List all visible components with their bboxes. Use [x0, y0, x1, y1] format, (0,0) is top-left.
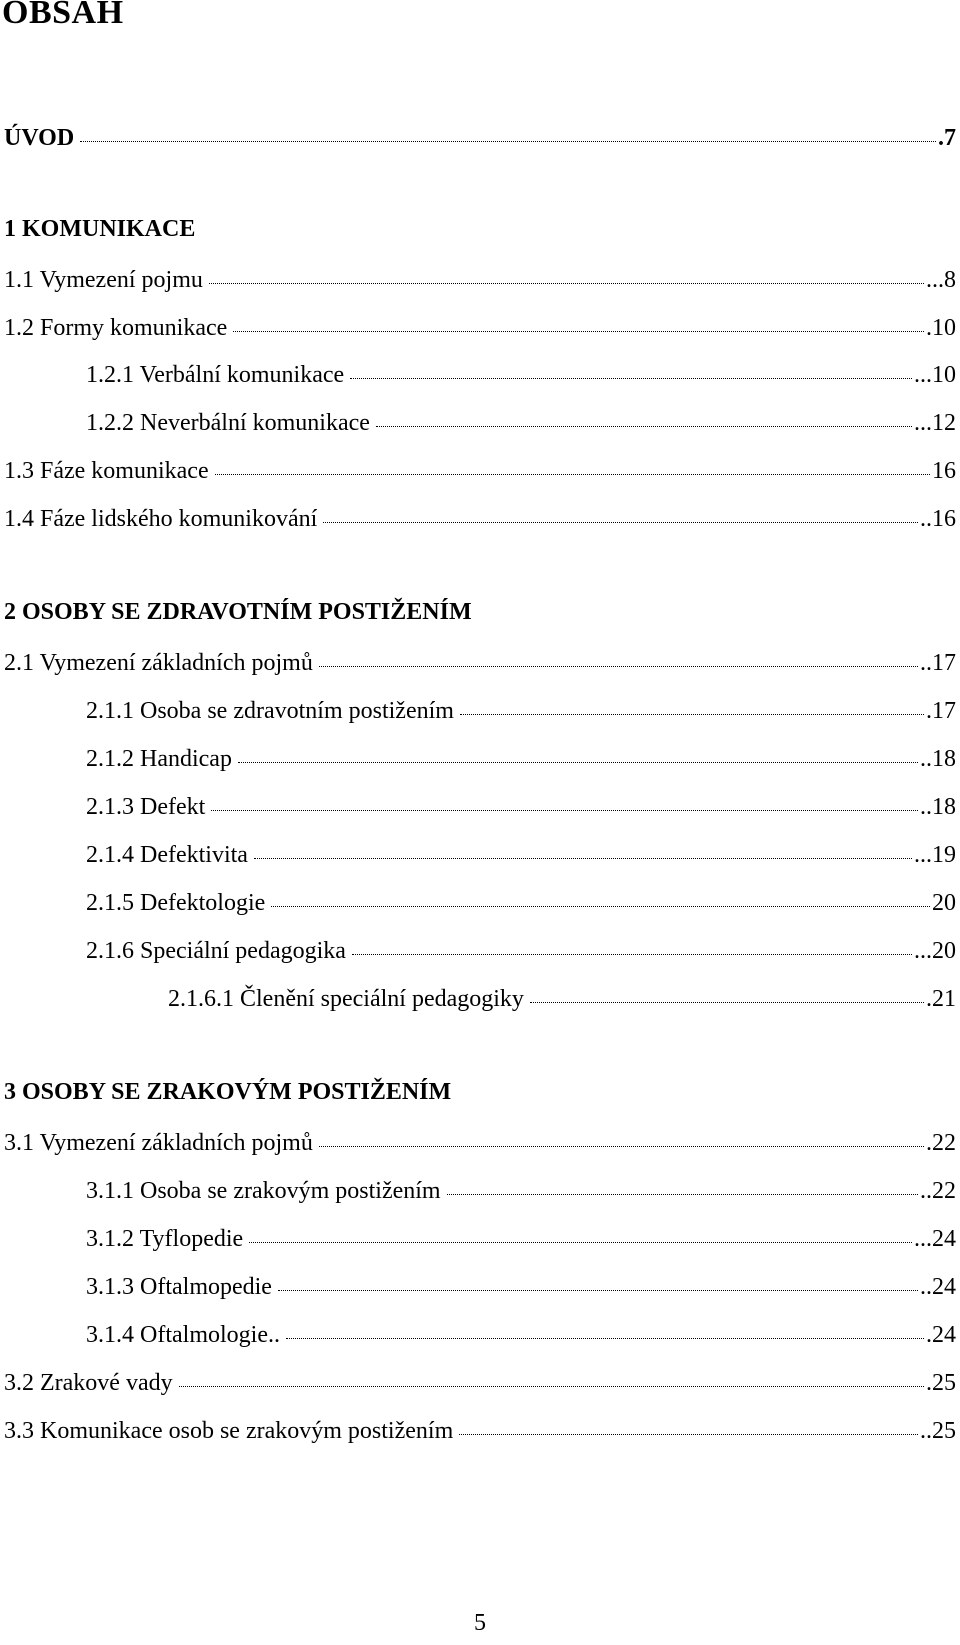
dot-leader: [233, 313, 924, 335]
toc-entry-label: 1.2 Formy komunikace: [4, 315, 228, 341]
toc-entry-1-2: [4, 313, 956, 343]
toc-entry-2-1: [4, 648, 956, 678]
toc-entry-page: .24: [926, 1322, 956, 1348]
dot-leader: [249, 1224, 912, 1246]
toc-entry-label: 2.1.4 Defektivita: [86, 842, 248, 868]
toc-entry-page: .21: [926, 986, 956, 1012]
dot-leader: [215, 456, 930, 478]
dot-leader: [460, 696, 924, 718]
toc-entry-2-1-2: [86, 744, 956, 774]
chapter-heading-2: 2 OSOBY SE ZDRAVOTNÍM POSTIŽENÍM: [4, 599, 472, 625]
toc-entry-page: ...12: [914, 410, 956, 436]
toc-entry-label: 2.1.6.1 Členění speciální pedagogiky: [168, 986, 524, 1012]
toc-entry-page: ...19: [914, 842, 956, 868]
toc-entry-label: 3.3 Komunikace osob se zrakovým postižením: [4, 1418, 454, 1444]
toc-entry-3-1-1: [86, 1176, 956, 1206]
page-title: OBSAH: [2, 0, 124, 31]
toc-entry-1-1: [4, 265, 956, 295]
toc-entry-page: .7: [938, 125, 956, 151]
dot-leader: [319, 648, 918, 670]
dot-leader: [179, 1368, 924, 1390]
toc-entry-page: ...10: [914, 362, 956, 388]
toc-entry-2-1-1: [86, 696, 956, 726]
toc-entry-label: 3.2 Zrakové vady: [4, 1370, 173, 1396]
toc-entry-2-1-3: [86, 792, 956, 822]
toc-entry-uvod: [4, 123, 956, 153]
toc-entry-3-1-3: [86, 1272, 956, 1302]
toc-entry-3-3: [4, 1416, 956, 1446]
dot-leader: [530, 984, 924, 1006]
toc-entry-2-1-6: [86, 936, 956, 966]
dot-leader: [254, 840, 912, 862]
toc-entry-2-1-6-1: [168, 984, 956, 1014]
toc-entry-1-4: [4, 504, 956, 534]
dot-leader: [211, 792, 918, 814]
toc-entry-label: ÚVOD: [4, 125, 75, 151]
dot-leader: [323, 504, 918, 526]
toc-entry-page: ..24: [920, 1274, 956, 1300]
dot-leader: [238, 744, 918, 766]
toc-entry-page: .17: [926, 698, 956, 724]
dot-leader: [447, 1176, 918, 1198]
toc-entry-page: 20: [932, 890, 956, 916]
toc-entry-label: 3.1.4 Oftalmologie..: [86, 1322, 280, 1348]
toc-entry-label: 2.1.2 Handicap: [86, 746, 232, 772]
toc-entry-page: ..16: [920, 506, 956, 532]
toc-entry-label: 3.1 Vymezení základních pojmů: [4, 1130, 313, 1156]
toc-entry-2-1-5: [86, 888, 956, 918]
toc-entry-3-1-2: [86, 1224, 956, 1254]
dot-leader: [209, 265, 924, 287]
toc-entry-page: .25: [926, 1370, 956, 1396]
toc-entry-label: 2.1.3 Defekt: [86, 794, 206, 820]
toc-entry-label: 1.2.2 Neverbální komunikace: [86, 410, 370, 436]
toc-entry-label: 1.1 Vymezení pojmu: [4, 267, 203, 293]
dot-leader: [319, 1128, 924, 1150]
toc-entry-label: 1.4 Fáze lidského komunikování: [4, 506, 318, 532]
dot-leader: [459, 1416, 918, 1438]
toc-entry-page: ...8: [926, 267, 956, 293]
dot-leader: [80, 123, 936, 145]
toc-entry-page: ..17: [920, 650, 956, 676]
toc-entry-1-3: [4, 456, 956, 486]
toc-entry-label: 2.1.1 Osoba se zdravotním postižením: [86, 698, 454, 724]
toc-entry-label: 2.1 Vymezení základních pojmů: [4, 650, 313, 676]
toc-entry-page: ..18: [920, 746, 956, 772]
toc-entry-label: 2.1.5 Defektologie: [86, 890, 266, 916]
toc-entry-label: 3.1.1 Osoba se zrakovým postižením: [86, 1178, 441, 1204]
dot-leader: [286, 1320, 924, 1342]
toc-entry-label: 1.3 Fáze komunikace: [4, 458, 209, 484]
dot-leader: [278, 1272, 918, 1294]
toc-entry-label: 1.2.1 Verbální komunikace: [86, 362, 345, 388]
toc-entry-page: ...20: [914, 938, 956, 964]
toc-entry-page: ..18: [920, 794, 956, 820]
toc-entry-3-2: [4, 1368, 956, 1398]
toc-entry-3-1-4: [86, 1320, 956, 1350]
dot-leader: [352, 936, 912, 958]
toc-entry-1-2-1: [86, 360, 956, 390]
toc-entry-1-2-2: [86, 408, 956, 438]
toc-entry-page: .10: [926, 315, 956, 341]
toc-entry-page: ..25: [920, 1418, 956, 1444]
toc-entry-page: ...24: [914, 1226, 956, 1252]
chapter-heading-3: 3 OSOBY SE ZRAKOVÝM POSTIŽENÍM: [4, 1079, 452, 1105]
chapter-heading-1: 1 KOMUNIKACE: [4, 216, 196, 242]
dot-leader: [271, 888, 930, 910]
toc-entry-2-1-4: [86, 840, 956, 870]
toc-entry-page: ..22: [920, 1178, 956, 1204]
toc-entry-label: 3.1.3 Oftalmopedie: [86, 1274, 272, 1300]
dot-leader: [350, 360, 912, 382]
dot-leader: [376, 408, 912, 430]
toc-entry-label: 3.1.2 Tyflopedie: [86, 1226, 244, 1252]
page-number: 5: [474, 1610, 486, 1636]
toc-entry-page: .22: [926, 1130, 956, 1156]
toc-entry-3-1: [4, 1128, 956, 1158]
toc-entry-page: 16: [932, 458, 956, 484]
toc-entry-label: 2.1.6 Speciální pedagogika: [86, 938, 346, 964]
